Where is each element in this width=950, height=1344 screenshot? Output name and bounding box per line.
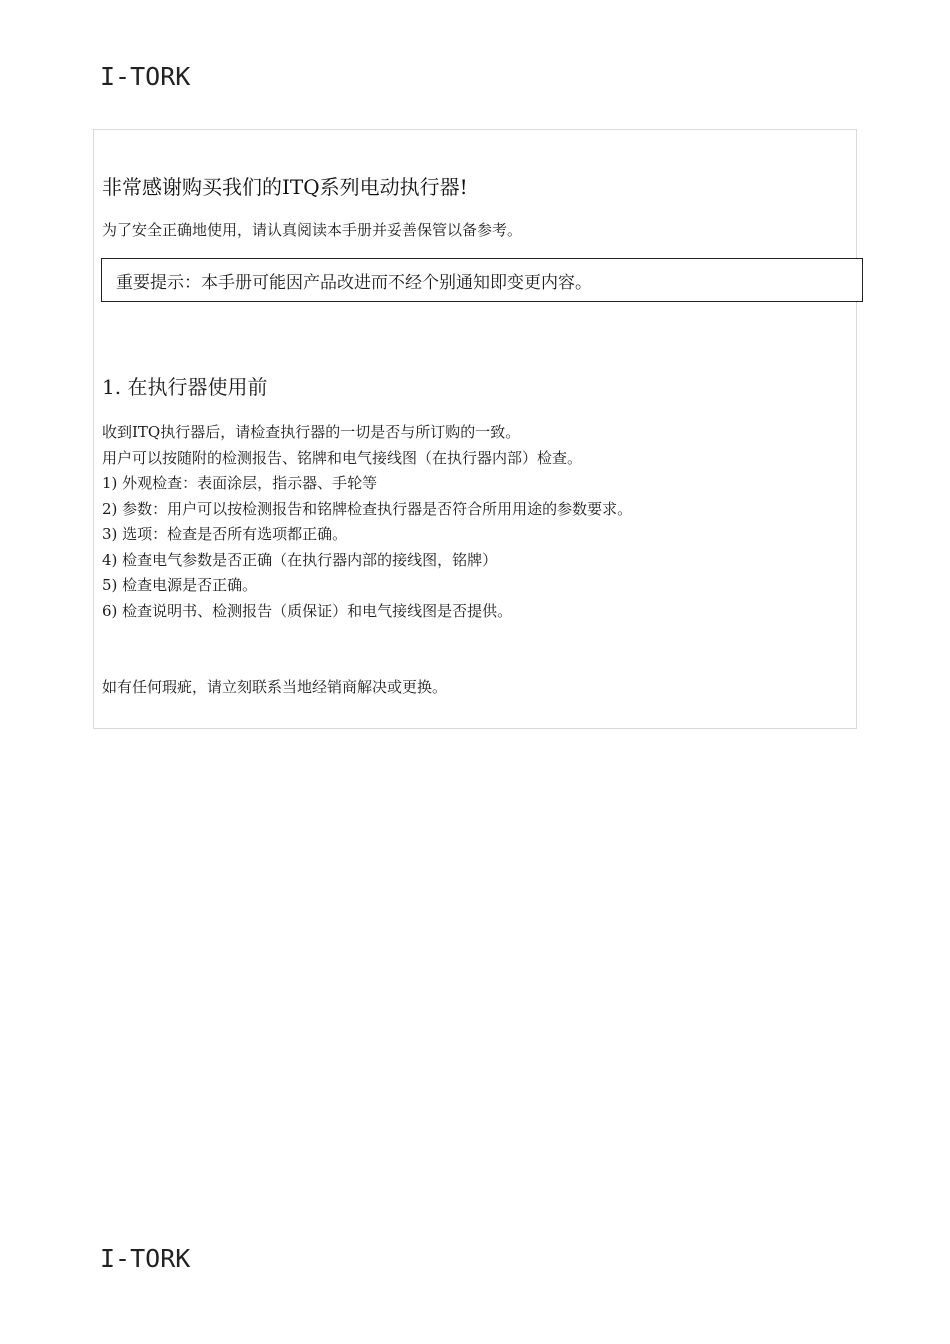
checklist-line: 1) 外观检查：表面涂层，指示器、手轮等: [102, 474, 378, 492]
notice-box: [101, 258, 863, 302]
header-brand: I-TORK: [100, 62, 191, 91]
checklist-line: 5) 检查电源是否正确。: [102, 576, 258, 594]
page-title: 非常感谢购买我们的ITQ系列电动执行器!: [102, 175, 468, 199]
checklist-line: 用户可以按随附的检测报告、铭牌和电气接线图（在执行器内部）检查。: [102, 448, 583, 467]
checklist-line: 收到ITQ执行器后，请检查执行器的一切是否与所订购的一致。: [102, 423, 521, 441]
intro-text: 为了安全正确地使用，请认真阅读本手册并妥善保管以备参考。: [102, 221, 523, 239]
closing-text: 如有任何瑕疵，请立刻联系当地经销商解决或更换。: [102, 678, 448, 696]
checklist: [102, 420, 632, 624]
checklist-line: 4) 检查电气参数是否正确（在执行器内部的接线图，铭牌）: [102, 550, 498, 569]
checklist-line: 2) 参数：用户可以按检测报告和铭牌检查执行器是否符合所用用途的参数要求。: [102, 499, 633, 518]
footer-brand: I-TORK: [100, 1244, 191, 1273]
checklist-line: 6) 检查说明书、检测报告（质保证）和电气接线图是否提供。: [102, 601, 513, 620]
checklist-line: 3) 选项：检查是否所有选项都正确。: [102, 525, 348, 543]
notice-text: 重要提示：本手册可能因产品改进而不经个别通知即变更内容。: [116, 273, 592, 293]
section-title: 1. 在执行器使用前: [102, 375, 268, 399]
